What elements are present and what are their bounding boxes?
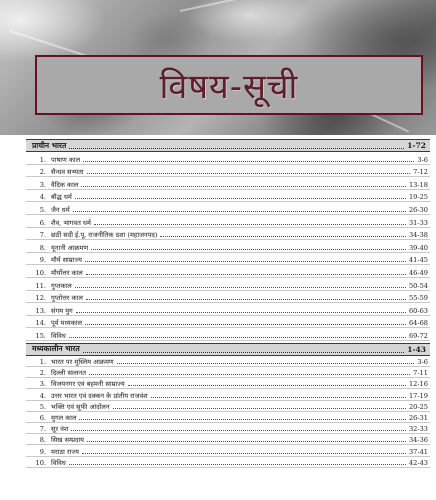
toc-entry[interactable] [26,202,430,215]
toc-entry[interactable] [26,434,430,445]
toc-entry[interactable] [26,240,430,253]
section-page-range: 1-72 [407,141,426,150]
dot-leader [83,352,405,353]
toc-entry[interactable] [26,445,430,456]
chapter-title: वैदिक काल [51,180,79,189]
dot-leader [86,274,406,275]
chapter-pages: 69-72 [408,331,428,340]
toc-entry[interactable] [26,423,430,434]
chapter-pages: 20-25 [408,402,428,411]
chapter-number: 3. [39,380,46,389]
toc-entry[interactable] [26,215,430,228]
chapter-pages: 39-40 [408,243,428,252]
chapter-number: 10. [35,458,46,467]
marble-header-banner [0,0,436,135]
toc-entry[interactable] [26,303,430,316]
chapter-number: 2. [39,168,46,177]
chapter-number: 5. [39,205,46,214]
chapter-title: विविध [51,458,66,467]
chapter-pages: 41-45 [408,256,428,265]
dot-leader [69,148,404,149]
dot-leader [91,249,406,250]
chapter-title: पूर्व मध्यकाल [51,319,82,328]
chapter-title: बौद्ध धर्म [51,193,72,202]
chapter-number: 9. [39,447,46,456]
chapter-title: सिख सम्प्रदाय [51,436,85,445]
title-box [35,55,423,115]
toc-entry[interactable] [26,367,430,378]
chapter-title: विजयनगर एवं बहमनी साम्राज्य [51,380,125,389]
chapter-title: मौर्योत्तर काल [51,268,83,277]
dot-leader [85,324,406,325]
chapter-pages: 32-33 [408,425,428,434]
chapter-title: विविध [51,331,66,340]
dot-leader [69,464,406,465]
chapter-title: भारत पर मुस्लिम आक्रमण [51,358,114,367]
chapter-title: दिल्ली सल्तनत [51,369,87,378]
dot-leader [82,453,406,454]
chapter-title: संगम युग [51,306,73,315]
chapter-pages: 3-6 [417,155,428,164]
dot-leader [75,287,406,288]
dot-leader [86,299,406,300]
toc-entry[interactable] [26,412,430,423]
chapter-pages: 42-43 [408,458,428,467]
section-heading-label: प्राचीन भारत [32,140,67,150]
chapter-pages: 34-36 [408,436,428,445]
dot-leader [87,173,411,174]
section-heading-medieval-india[interactable] [26,343,430,356]
chapter-pages: 7-11 [413,369,428,378]
chapter-number: 7. [39,425,46,434]
chapter-number: 6. [39,218,46,227]
chapter-pages: 3-6 [417,358,428,367]
chapter-number: 2. [39,369,46,378]
toc-entry[interactable] [26,316,430,329]
chapter-title: गुप्तकाल [51,281,72,290]
dot-leader [160,236,406,237]
medieval-india-chapter-list [26,356,430,468]
dot-leader [117,363,415,364]
chapter-title: जैन धर्म [51,205,70,214]
toc-entry[interactable] [26,356,430,367]
dot-leader [113,408,406,409]
chapter-pages: 19-25 [408,193,428,202]
chapter-title: गुप्तोत्तर काल [51,294,83,303]
chapter-title: मौर्य साम्राज्य [51,256,82,265]
dot-leader [73,211,406,212]
chapter-number: 11. [35,281,46,290]
chapter-number: 4. [39,193,46,202]
chapter-title: शैव, भागवत धर्म [51,218,91,227]
toc-entry[interactable] [26,253,430,266]
chapter-number: 10. [35,268,46,277]
toc-entry[interactable] [26,401,430,412]
toc-entry[interactable] [26,190,430,203]
section-page-range: 1-43 [407,344,426,354]
chapter-title: भक्ति एवं सूफी आंदोलन [51,402,110,411]
chapter-number: 12. [35,294,46,303]
toc-entry[interactable] [26,389,430,400]
chapter-pages: 17-19 [408,391,428,400]
page-title: विषय-सूची [159,67,299,107]
chapter-number: 9. [39,256,46,265]
toc-entry[interactable] [26,378,430,389]
dot-leader [87,441,406,442]
toc-entry[interactable] [26,228,430,241]
chapter-pages: 50-54 [408,281,428,290]
toc-entry[interactable] [26,165,430,178]
toc-entry[interactable] [26,152,430,165]
dot-leader [69,337,406,338]
chapter-title: उत्तर भारत एवं दक्कन के प्रांतीय राजवंश [51,391,148,400]
chapter-number: 14. [35,319,46,328]
chapter-title: मराठा राज्य [51,447,79,456]
chapter-number: 1. [39,155,46,164]
chapter-title: पाषाण काल [51,155,81,164]
chapter-number: 8. [39,436,46,445]
toc-entry[interactable] [26,278,430,291]
chapter-number: 15. [35,331,46,340]
chapter-number: 4. [39,391,46,400]
chapter-pages: 37-41 [408,447,428,456]
dot-leader [81,186,406,187]
toc-entry[interactable] [26,328,430,341]
chapter-pages: 13-18 [408,180,428,189]
chapter-pages: 46-49 [408,268,428,277]
dot-leader [94,224,406,225]
chapter-pages: 7-12 [413,168,428,177]
chapter-pages: 31-33 [408,218,428,227]
chapter-number: 6. [39,414,46,423]
dot-leader [151,397,406,398]
dot-leader [76,312,406,313]
chapter-number: 5. [39,402,46,411]
dot-leader [83,161,414,162]
dot-leader [79,419,406,420]
chapter-pages: 55-59 [408,294,428,303]
ancient-india-chapter-list [26,152,430,341]
chapter-title: मुगल काल [51,414,77,423]
dot-leader [85,261,406,262]
dot-leader [89,374,410,375]
toc-entry[interactable] [26,291,430,304]
section-heading-ancient-india[interactable] [26,139,430,152]
chapter-number: 3. [39,180,46,189]
dot-leader [128,385,406,386]
chapter-number: 13. [35,306,46,315]
chapter-title: सैन्धव सभ्यता [51,168,84,177]
toc-entry[interactable] [26,265,430,278]
table-of-contents [26,136,430,468]
chapter-number: 7. [39,231,46,240]
chapter-pages: 26-31 [408,414,428,423]
dot-leader [75,198,406,199]
chapter-pages: 12-16 [408,380,428,389]
chapter-title: सूर वंश [51,425,69,434]
toc-entry[interactable] [26,457,430,468]
section-heading-label: मध्यकालीन भारत [32,344,80,354]
chapter-number: 8. [39,243,46,252]
chapter-pages: 64-68 [408,319,428,328]
chapter-pages: 34-38 [408,231,428,240]
toc-entry[interactable] [26,177,430,190]
chapter-title: छठीं सदी ई.पू. राजनीतिक दशा (महाजनपद) [51,231,158,240]
chapter-title: यूनानी आक्रमण [51,243,89,252]
chapter-pages: 26-30 [408,205,428,214]
dot-leader [71,430,406,431]
chapter-number: 1. [39,358,46,367]
chapter-pages: 60-63 [408,306,428,315]
